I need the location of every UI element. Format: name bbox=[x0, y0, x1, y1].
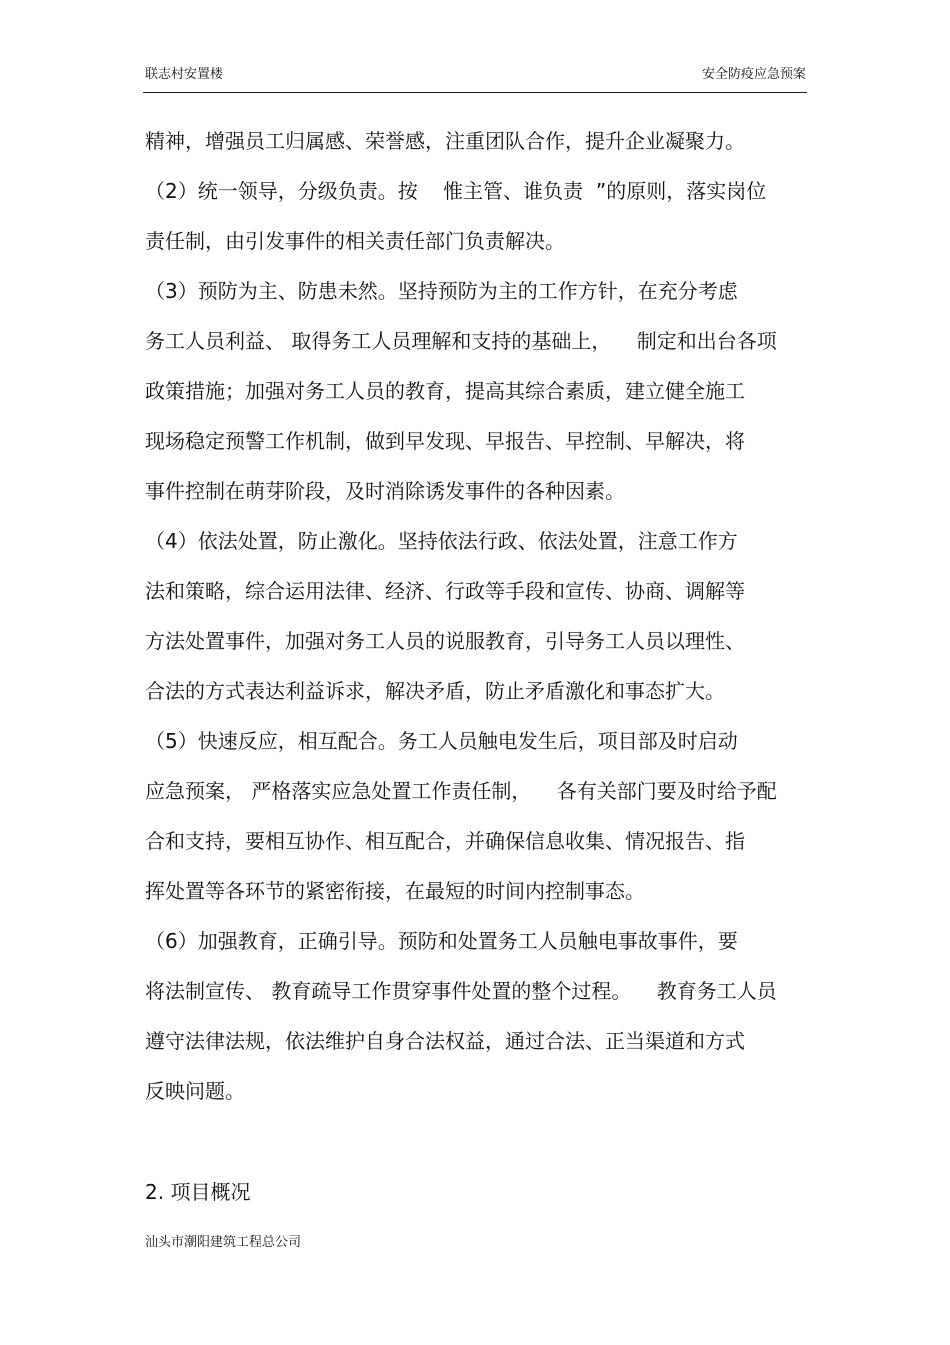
header-document-title: 安全防疫应急预案 bbox=[701, 67, 806, 82]
body-line: 将法制宣传、 教育疏导工作贯穿事件处置的整个过程。 教育务工人员 bbox=[145, 979, 777, 1003]
section-heading: 2. 项目概况 bbox=[145, 1180, 251, 1204]
header-divider bbox=[143, 92, 807, 93]
body-text bbox=[145, 125, 810, 1125]
body-line: （4）依法处置，防止激化。坚持依法行政、依法处置，注意工作方 bbox=[145, 529, 738, 553]
body-line: 合法的方式表达利益诉求，解决矛盾，防止矛盾激化和事态扩大。 bbox=[145, 679, 725, 703]
body-line: 政策措施；加强对务工人员的教育，提高其综合素质，建立健全施工 bbox=[145, 379, 745, 403]
body-line: 现场稳定预警工作机制，做到早发现、早报告、早控制、早解决，将 bbox=[145, 429, 745, 453]
body-line: 事件控制在萌芽阶段，及时消除诱发事件的各种因素。 bbox=[145, 479, 625, 503]
body-line: （6）加强教育，正确引导。预防和处置务工人员触电事故事件，要 bbox=[145, 929, 738, 953]
body-line: 责任制，由引发事件的相关责任部门负责解决。 bbox=[145, 229, 565, 253]
body-line: 应急预案， 严格落实应急处置工作责任制， 各有关部门要及时给予配 bbox=[145, 779, 777, 803]
body-line: （3）预防为主、防患未然。坚持预防为主的工作方针，在充分考虑 bbox=[145, 279, 738, 303]
body-line: 合和支持，要相互协作、相互配合，并确保信息收集、情况报告、指 bbox=[145, 829, 745, 853]
body-line: 遵守法律法规，依法维护自身合法权益，通过合法、正当渠道和方式 bbox=[145, 1029, 745, 1053]
body-line: 反映问题。 bbox=[145, 1079, 245, 1103]
body-line: 挥处置等各环节的紧密衔接，在最短的时间内控制事态。 bbox=[145, 879, 645, 903]
body-line: 法和策略，综合运用法律、经济、行政等手段和宣传、协商、调解等 bbox=[145, 579, 745, 603]
body-line: （5）快速反应，相互配合。务工人员触电发生后，项目部及时启动 bbox=[145, 729, 738, 753]
body-line: 务工人员利益、 取得务工人员理解和支持的基础上， 制定和出台各项 bbox=[145, 329, 777, 353]
body-line: 精神，增强员工归属感、荣誉感，注重团队合作，提升企业凝聚力。 bbox=[145, 129, 745, 153]
body-line: （2）统一领导，分级负责。按 惟主管、谁负责 ”的原则，落实岗位 bbox=[145, 179, 767, 203]
footer-company-name: 汕头市潮阳建筑工程总公司 bbox=[145, 1235, 302, 1250]
body-line: 方法处置事件，加强对务工人员的说服教育，引导务工人员以理性、 bbox=[145, 629, 745, 653]
header-project-name: 联志村安置楼 bbox=[145, 67, 224, 82]
